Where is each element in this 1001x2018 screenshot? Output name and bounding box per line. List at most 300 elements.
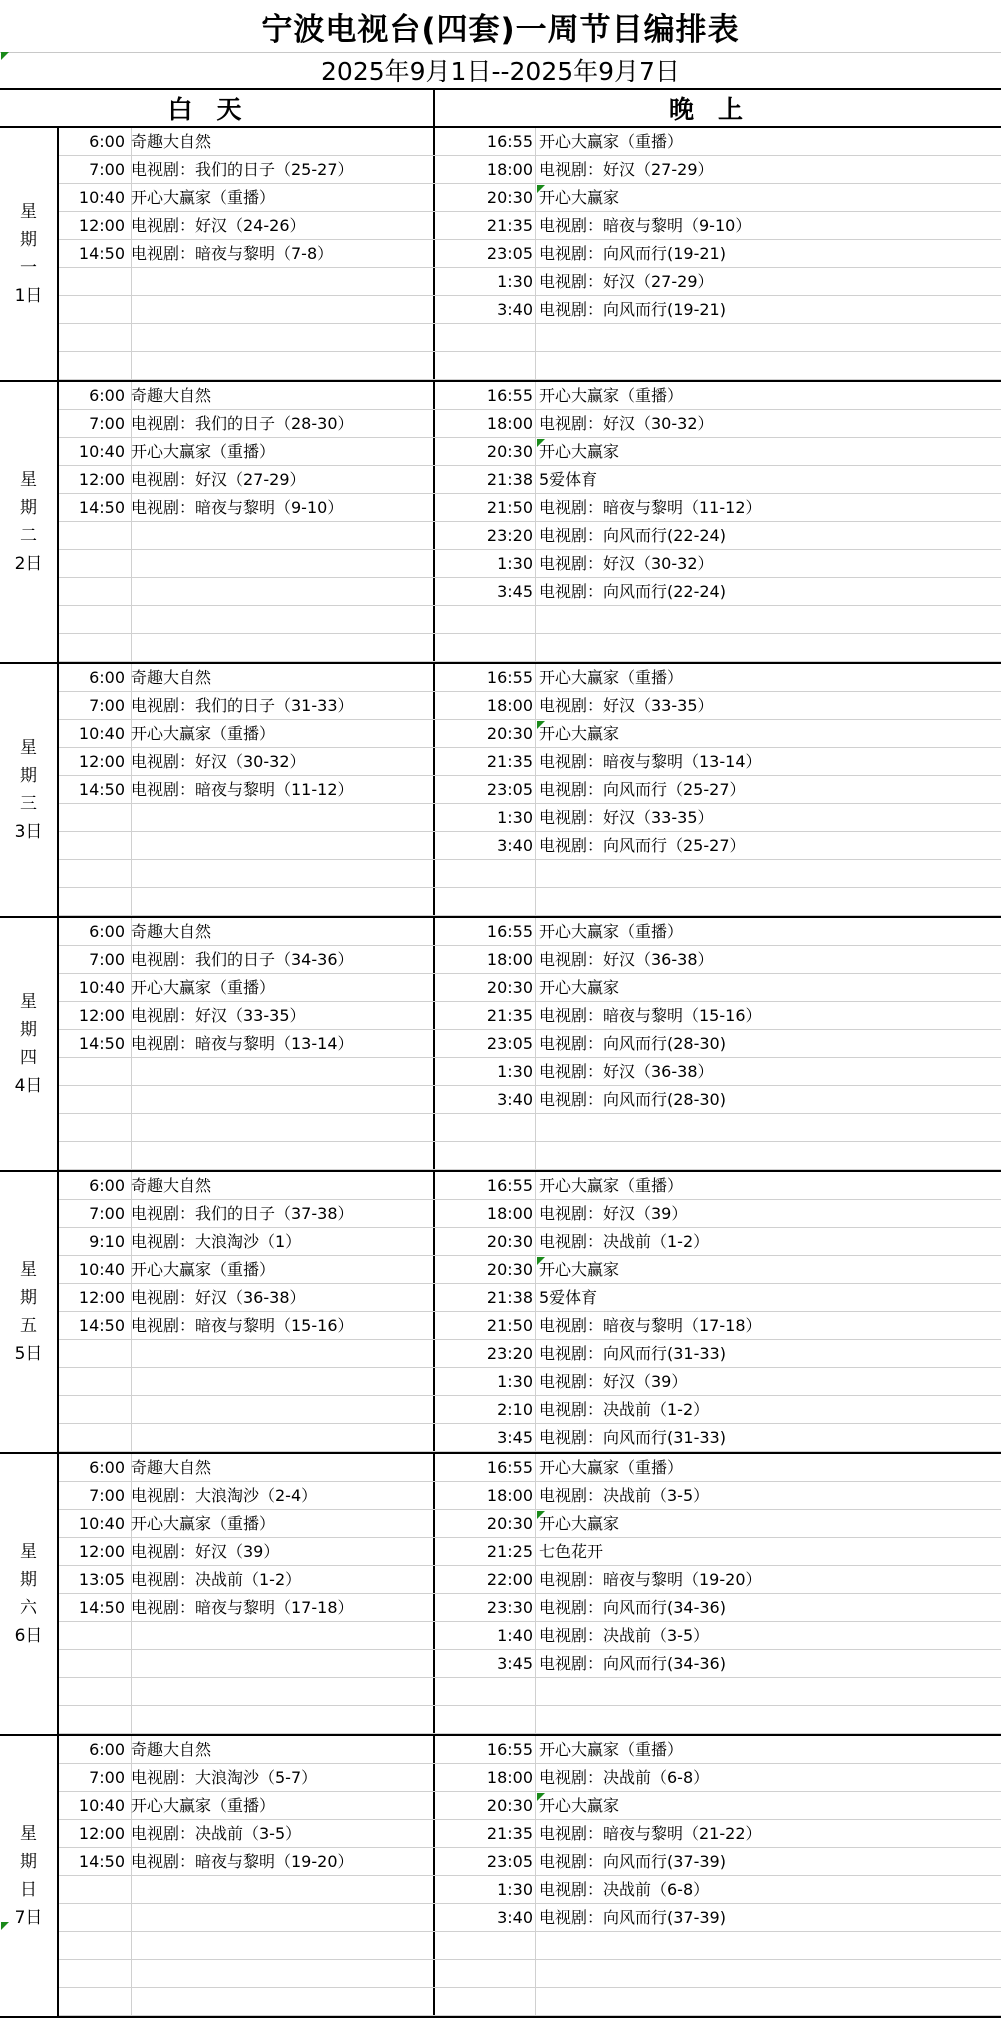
schedule-row	[59, 410, 1001, 438]
evening-program: 开心大赢家	[539, 978, 620, 997]
schedule-row	[59, 860, 1001, 888]
schedule-row	[59, 1172, 1001, 1200]
weekday-char: 三	[20, 794, 37, 814]
weekday-char: 星	[20, 1542, 37, 1562]
evening-program: 电视剧：决战前（3-5）	[539, 1626, 710, 1645]
evening-program: 电视剧：好汉（36-38）	[539, 1062, 714, 1081]
evening-time: 18:00	[486, 160, 533, 179]
weekday-char: 星	[20, 470, 37, 490]
day-time: 12:00	[78, 752, 125, 771]
schedule-row	[59, 1932, 1001, 1960]
day-time: 6:00	[89, 668, 125, 687]
schedule-row	[59, 268, 1001, 296]
schedule-row	[59, 240, 1001, 268]
day-time: 14:50	[78, 498, 125, 517]
evening-program: 开心大赢家	[539, 1796, 620, 1815]
evening-time: 18:00	[486, 1486, 533, 1505]
evening-program: 开心大赢家（重播）	[539, 668, 684, 687]
evening-program: 开心大赢家	[539, 442, 620, 461]
schedule-row	[59, 1764, 1001, 1792]
evening-time: 16:55	[486, 386, 533, 405]
schedule-row	[59, 1960, 1001, 1988]
evening-time: 21:50	[486, 1316, 533, 1335]
day-program: 电视剧：暗夜与黎明（15-16）	[131, 1316, 354, 1335]
day-program: 电视剧：暗夜与黎明（11-12）	[131, 780, 354, 799]
weekday-char: 五	[20, 1316, 37, 1336]
weekday-char: 期	[20, 1288, 37, 1308]
schedule-row	[59, 1086, 1001, 1114]
schedule-row	[59, 522, 1001, 550]
cell-comment-marker	[537, 439, 545, 447]
weekday-char: 六	[20, 1598, 37, 1618]
evening-time: 3:40	[497, 1090, 533, 1109]
evening-program: 电视剧：决战前（6-8）	[539, 1768, 710, 1787]
day-program: 电视剧：我们的日子（28-30）	[131, 414, 354, 433]
evening-time: 18:00	[486, 696, 533, 715]
evening-time: 21:35	[486, 752, 533, 771]
day-time: 6:00	[89, 1740, 125, 1759]
evening-time: 1:30	[497, 808, 533, 827]
evening-program: 开心大赢家（重播）	[539, 132, 684, 151]
day-time: 14:50	[78, 1852, 125, 1871]
date-label: 4日	[14, 1076, 43, 1096]
weekday-char: 期	[20, 1020, 37, 1040]
evening-program: 电视剧：暗夜与黎明（21-22）	[539, 1824, 762, 1843]
schedule-row	[59, 494, 1001, 522]
evening-program: 开心大赢家	[539, 188, 620, 207]
evening-time: 20:30	[486, 1514, 533, 1533]
evening-time: 23:05	[486, 780, 533, 799]
day-time: 10:40	[78, 1260, 125, 1279]
day-program: 电视剧：我们的日子（25-27）	[131, 160, 354, 179]
weekday-label	[0, 1454, 59, 1734]
day-time: 13:05	[78, 1570, 125, 1589]
day-time: 14:50	[78, 1316, 125, 1335]
evening-time: 20:30	[486, 978, 533, 997]
schedule-row	[59, 1228, 1001, 1256]
schedule-row	[59, 776, 1001, 804]
column-header-row	[0, 88, 1001, 128]
date-label: 5日	[14, 1344, 43, 1364]
date-label: 3日	[14, 822, 43, 842]
evening-time: 3:45	[497, 1428, 533, 1447]
evening-time: 21:35	[486, 1006, 533, 1025]
schedule-row	[59, 1002, 1001, 1030]
schedule-row	[59, 324, 1001, 352]
evening-program: 电视剧：向风而行（25-27）	[539, 780, 746, 799]
schedule-row	[59, 1594, 1001, 1622]
evening-program: 开心大赢家	[539, 724, 620, 743]
weekday-label	[0, 918, 59, 1170]
evening-program: 电视剧：好汉（27-29）	[539, 160, 714, 179]
evening-program: 电视剧：好汉（30-32）	[539, 414, 714, 433]
evening-time: 20:30	[486, 724, 533, 743]
day-block	[0, 1736, 1001, 2018]
evening-time: 21:38	[486, 470, 533, 489]
schedule-row	[59, 1678, 1001, 1706]
evening-time: 3:40	[497, 836, 533, 855]
date-label: 2日	[14, 554, 43, 574]
evening-time: 18:00	[486, 1204, 533, 1223]
evening-program: 电视剧：暗夜与黎明（19-20）	[539, 1570, 762, 1589]
day-program: 电视剧：我们的日子（34-36）	[131, 950, 354, 969]
day-program: 开心大赢家（重播）	[131, 1514, 276, 1533]
evening-time: 20:30	[486, 1796, 533, 1815]
day-program: 开心大赢家（重播）	[131, 188, 276, 207]
evening-program: 电视剧：好汉（36-38）	[539, 950, 714, 969]
evening-time: 23:05	[486, 1852, 533, 1871]
weekday-char: 期	[20, 1852, 37, 1872]
schedule-row	[59, 1396, 1001, 1424]
schedule-row	[59, 1706, 1001, 1734]
weekday-label	[0, 128, 59, 380]
evening-time: 16:55	[486, 922, 533, 941]
evening-time: 20:30	[486, 188, 533, 207]
day-program: 电视剧：决战前（1-2）	[131, 1570, 302, 1589]
schedule-row	[59, 692, 1001, 720]
day-program: 奇趣大自然	[131, 386, 212, 405]
evening-program: 开心大赢家	[539, 1514, 620, 1533]
evening-program: 电视剧：暗夜与黎明（11-12）	[539, 498, 762, 517]
day-time: 12:00	[78, 1288, 125, 1307]
schedule-row	[59, 1566, 1001, 1594]
schedule-row	[59, 1058, 1001, 1086]
day-time: 14:50	[78, 244, 125, 263]
day-block	[0, 664, 1001, 918]
schedule-row	[59, 720, 1001, 748]
day-time: 6:00	[89, 922, 125, 941]
evening-program: 电视剧：向风而行(28-30)	[539, 1034, 726, 1053]
day-block	[0, 382, 1001, 664]
schedule-row	[59, 1848, 1001, 1876]
evening-time: 3:45	[497, 582, 533, 601]
evening-time: 20:30	[486, 1232, 533, 1251]
schedule-row	[59, 1114, 1001, 1142]
evening-time: 16:55	[486, 1176, 533, 1195]
schedule-row	[59, 804, 1001, 832]
evening-time: 21:35	[486, 216, 533, 235]
schedule-row	[59, 1510, 1001, 1538]
evening-time: 1:30	[497, 1880, 533, 1899]
cell-comment-marker	[537, 1511, 545, 1519]
day-time: 14:50	[78, 1034, 125, 1053]
schedule-row	[59, 1312, 1001, 1340]
evening-time: 22:00	[486, 1570, 533, 1589]
weekday-char: 四	[20, 1048, 37, 1068]
evening-time: 3:40	[497, 300, 533, 319]
evening-program: 七色花开	[539, 1542, 604, 1561]
day-time: 9:10	[89, 1232, 125, 1251]
evening-program: 电视剧：好汉（33-35）	[539, 808, 714, 827]
day-program: 开心大赢家（重播）	[131, 978, 276, 997]
weekday-char: 星	[20, 1824, 37, 1844]
evening-program: 电视剧：向风而行(31-33)	[539, 1428, 726, 1447]
schedule-row	[59, 974, 1001, 1002]
evening-time: 16:55	[486, 132, 533, 151]
day-program: 电视剧：好汉（30-32）	[131, 752, 306, 771]
schedule-row	[59, 1340, 1001, 1368]
weekday-char: 期	[20, 230, 37, 250]
day-time: 10:40	[78, 1796, 125, 1815]
evening-program: 5爱体育	[539, 1288, 598, 1307]
weekday-label	[0, 1172, 59, 1452]
evening-program: 电视剧：向风而行(31-33)	[539, 1344, 726, 1363]
evening-program: 电视剧：向风而行(22-24)	[539, 582, 726, 601]
evening-program: 电视剧：向风而行(28-30)	[539, 1090, 726, 1109]
schedule-row	[59, 296, 1001, 324]
day-time: 6:00	[89, 386, 125, 405]
cell-comment-marker	[537, 1793, 545, 1801]
day-program: 电视剧：大浪淘沙（2-4）	[131, 1486, 318, 1505]
evening-time: 23:30	[486, 1598, 533, 1617]
day-program: 奇趣大自然	[131, 668, 212, 687]
day-program: 电视剧：好汉（27-29）	[131, 470, 306, 489]
weekday-char: 一	[20, 258, 37, 278]
schedule-row	[59, 1030, 1001, 1058]
evening-time: 16:55	[486, 1458, 533, 1477]
schedule-row	[59, 1622, 1001, 1650]
schedule-row	[59, 946, 1001, 974]
evening-program: 电视剧：向风而行(34-36)	[539, 1598, 726, 1617]
day-time: 6:00	[89, 132, 125, 151]
date-label: 6日	[14, 1626, 43, 1646]
schedule-row	[59, 1820, 1001, 1848]
day-time: 6:00	[89, 1176, 125, 1195]
day-program: 奇趣大自然	[131, 1176, 212, 1195]
evening-time: 16:55	[486, 1740, 533, 1759]
schedule-row	[59, 578, 1001, 606]
weekday-char: 日	[20, 1880, 37, 1900]
schedule-row	[59, 184, 1001, 212]
evening-program: 电视剧：暗夜与黎明（13-14）	[539, 752, 762, 771]
weekday-label	[0, 664, 59, 916]
day-program: 奇趣大自然	[131, 922, 212, 941]
column-header-daytime: 白天	[0, 90, 435, 126]
day-block	[0, 1454, 1001, 1736]
column-header-evening: 晚上	[668, 95, 767, 124]
evening-time: 20:30	[486, 1260, 533, 1279]
weekday-char: 星	[20, 992, 37, 1012]
cell-comment-marker	[537, 1257, 545, 1265]
weekday-char: 期	[20, 498, 37, 518]
evening-time: 21:50	[486, 498, 533, 517]
day-program: 电视剧：暗夜与黎明（17-18）	[131, 1598, 354, 1617]
day-time: 7:00	[89, 1486, 125, 1505]
evening-time: 1:30	[497, 272, 533, 291]
weekday-label	[0, 382, 59, 662]
evening-time: 3:40	[497, 1908, 533, 1927]
schedule-row	[59, 352, 1001, 380]
day-program: 电视剧：暗夜与黎明（7-8）	[131, 244, 334, 263]
day-time: 12:00	[78, 1542, 125, 1561]
evening-program: 开心大赢家	[539, 1260, 620, 1279]
day-block	[0, 918, 1001, 1172]
evening-program: 电视剧：向风而行(19-21)	[539, 300, 726, 319]
evening-program: 电视剧：好汉（27-29）	[539, 272, 714, 291]
schedule-row	[59, 466, 1001, 494]
weekday-char: 二	[20, 526, 37, 546]
evening-program: 电视剧：向风而行(22-24)	[539, 526, 726, 545]
weekday-char: 期	[20, 766, 37, 786]
day-program: 电视剧：好汉（24-26）	[131, 216, 306, 235]
evening-time: 23:20	[486, 526, 533, 545]
evening-time: 21:38	[486, 1288, 533, 1307]
day-time: 7:00	[89, 160, 125, 179]
schedule-row	[59, 1454, 1001, 1482]
evening-time: 23:20	[486, 1344, 533, 1363]
evening-program: 5爱体育	[539, 470, 598, 489]
schedule-row	[59, 1792, 1001, 1820]
page-title: 宁波电视台(四套)一周节目编排表	[0, 0, 1001, 53]
evening-program: 电视剧：向风而行(37-39)	[539, 1852, 726, 1871]
day-program: 开心大赢家（重播）	[131, 1796, 276, 1815]
evening-time: 21:35	[486, 1824, 533, 1843]
schedule-row	[59, 550, 1001, 578]
schedule-row	[59, 156, 1001, 184]
day-program: 电视剧：大浪淘沙（5-7）	[131, 1768, 318, 1787]
evening-time: 1:30	[497, 554, 533, 573]
weekday-char: 星	[20, 738, 37, 758]
evening-program: 电视剧：好汉（30-32）	[539, 554, 714, 573]
day-program: 电视剧：好汉（39）	[131, 1542, 280, 1561]
schedule-row	[59, 382, 1001, 410]
day-program: 电视剧：暗夜与黎明（9-10）	[131, 498, 344, 517]
evening-program: 电视剧：向风而行(19-21)	[539, 244, 726, 263]
evening-program: 电视剧：决战前（3-5）	[539, 1486, 710, 1505]
day-time: 7:00	[89, 1768, 125, 1787]
day-time: 10:40	[78, 442, 125, 461]
schedule-row	[59, 1424, 1001, 1452]
evening-program: 电视剧：好汉（39）	[539, 1204, 688, 1223]
weekday-char: 星	[20, 202, 37, 222]
schedule-row	[59, 634, 1001, 662]
schedule-row	[59, 1200, 1001, 1228]
evening-time: 18:00	[486, 414, 533, 433]
cell-comment-marker	[1, 1922, 9, 1930]
schedule-row	[59, 212, 1001, 240]
weekday-char: 星	[20, 1260, 37, 1280]
day-time: 10:40	[78, 724, 125, 743]
day-time: 12:00	[78, 470, 125, 489]
schedule-row	[59, 1368, 1001, 1396]
day-program: 电视剧：暗夜与黎明（13-14）	[131, 1034, 354, 1053]
evening-program: 开心大赢家（重播）	[539, 1176, 684, 1195]
day-block	[0, 128, 1001, 382]
evening-time: 23:05	[486, 244, 533, 263]
schedule-row	[59, 748, 1001, 776]
evening-time: 3:45	[497, 1654, 533, 1673]
day-time: 10:40	[78, 978, 125, 997]
evening-program: 电视剧：决战前（6-8）	[539, 1880, 710, 1899]
schedule-row	[59, 1256, 1001, 1284]
cell-comment-marker	[537, 721, 545, 729]
cell-comment-marker	[537, 185, 545, 193]
schedule-row	[59, 1904, 1001, 1932]
day-time: 14:50	[78, 780, 125, 799]
schedule-row	[59, 1650, 1001, 1678]
evening-program: 开心大赢家（重播）	[539, 386, 684, 405]
schedule-row	[59, 1482, 1001, 1510]
day-time: 7:00	[89, 1204, 125, 1223]
day-program: 开心大赢家（重播）	[131, 724, 276, 743]
date-label: 7日	[14, 1908, 43, 1928]
evening-program: 电视剧：决战前（1-2）	[539, 1400, 710, 1419]
schedule-row	[59, 1142, 1001, 1170]
evening-program: 开心大赢家（重播）	[539, 1458, 684, 1477]
schedule-row	[59, 606, 1001, 634]
evening-time: 1:30	[497, 1372, 533, 1391]
evening-time: 2:10	[497, 1400, 533, 1419]
schedule-row	[59, 832, 1001, 860]
evening-program: 电视剧：暗夜与黎明（17-18）	[539, 1316, 762, 1335]
evening-program: 电视剧：暗夜与黎明（9-10）	[539, 216, 752, 235]
day-time: 12:00	[78, 1006, 125, 1025]
day-time: 6:00	[89, 1458, 125, 1477]
evening-time: 18:00	[486, 1768, 533, 1787]
day-program: 开心大赢家（重播）	[131, 1260, 276, 1279]
day-program: 电视剧：我们的日子（31-33）	[131, 696, 354, 715]
evening-program: 电视剧：向风而行(37-39)	[539, 1908, 726, 1927]
day-time: 7:00	[89, 696, 125, 715]
schedule-row	[59, 664, 1001, 692]
day-program: 开心大赢家（重播）	[131, 442, 276, 461]
evening-time: 21:25	[486, 1542, 533, 1561]
evening-program: 电视剧：向风而行（25-27）	[539, 836, 746, 855]
day-time: 10:40	[78, 188, 125, 207]
date-label: 1日	[14, 286, 43, 306]
day-program: 奇趣大自然	[131, 1740, 212, 1759]
day-program: 电视剧：我们的日子（37-38）	[131, 1204, 354, 1223]
schedule-row	[59, 128, 1001, 156]
weekday-label	[0, 1736, 59, 2016]
day-time: 12:00	[78, 1824, 125, 1843]
schedule-row	[59, 438, 1001, 466]
evening-program: 电视剧：暗夜与黎明（15-16）	[539, 1006, 762, 1025]
day-time: 7:00	[89, 414, 125, 433]
schedule-row	[59, 918, 1001, 946]
day-time: 7:00	[89, 950, 125, 969]
evening-program: 电视剧：好汉（33-35）	[539, 696, 714, 715]
schedule-row	[59, 1736, 1001, 1764]
day-program: 电视剧：暗夜与黎明（19-20）	[131, 1852, 354, 1871]
day-time: 12:00	[78, 216, 125, 235]
weekday-char: 期	[20, 1570, 37, 1590]
schedule-row	[59, 1988, 1001, 2016]
schedule-row	[59, 1876, 1001, 1904]
day-time: 14:50	[78, 1598, 125, 1617]
evening-time: 1:30	[497, 1062, 533, 1081]
day-program: 电视剧：好汉（33-35）	[131, 1006, 306, 1025]
evening-program: 电视剧：决战前（1-2）	[539, 1232, 710, 1251]
schedule-row	[59, 1284, 1001, 1312]
schedule-row	[59, 888, 1001, 916]
day-program: 奇趣大自然	[131, 132, 212, 151]
evening-time: 18:00	[486, 950, 533, 969]
date-range: 2025年9月1日--2025年9月7日	[321, 57, 680, 86]
evening-time: 23:05	[486, 1034, 533, 1053]
evening-time: 16:55	[486, 668, 533, 687]
evening-time: 1:40	[497, 1626, 533, 1645]
day-time: 10:40	[78, 1514, 125, 1533]
evening-time: 20:30	[486, 442, 533, 461]
evening-program: 电视剧：向风而行(34-36)	[539, 1654, 726, 1673]
day-program: 电视剧：大浪淘沙（1）	[131, 1232, 302, 1251]
day-program: 电视剧：好汉（36-38）	[131, 1288, 306, 1307]
evening-program: 开心大赢家（重播）	[539, 922, 684, 941]
day-program: 电视剧：决战前（3-5）	[131, 1824, 302, 1843]
evening-program: 开心大赢家（重播）	[539, 1740, 684, 1759]
evening-program: 电视剧：好汉（39）	[539, 1372, 688, 1391]
